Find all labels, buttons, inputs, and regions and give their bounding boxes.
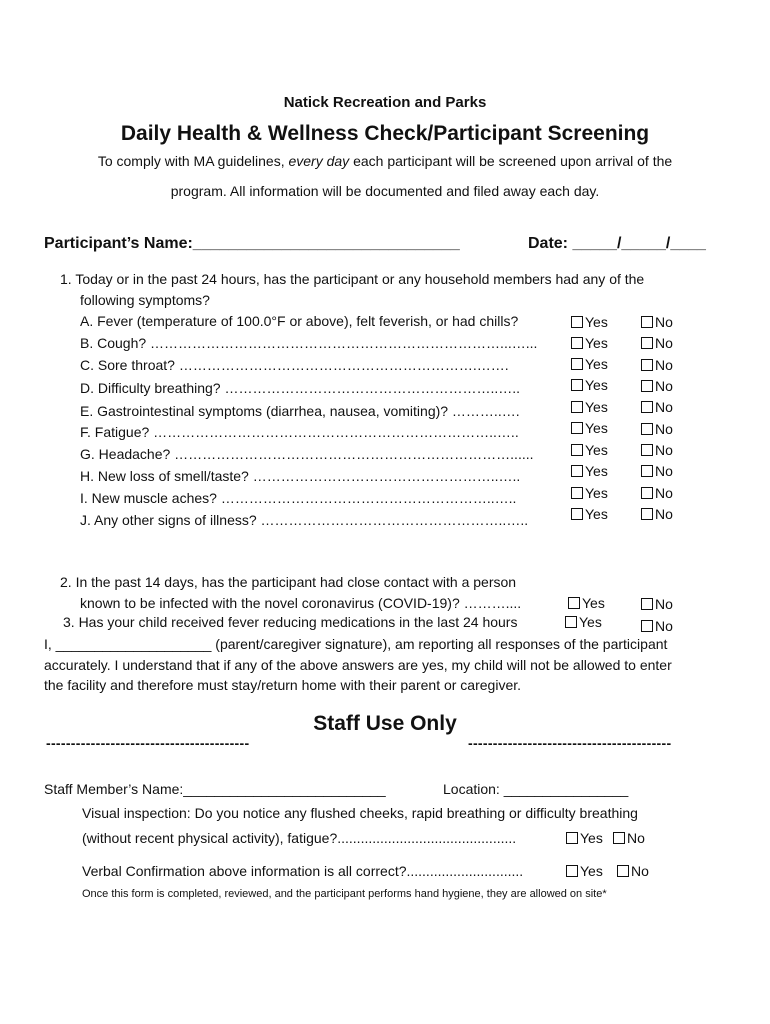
checkbox-icon[interactable]	[568, 597, 580, 609]
checkbox-icon[interactable]	[641, 380, 653, 392]
yes-option[interactable]	[568, 595, 605, 611]
staff-use-heading: Staff Use Only	[313, 712, 457, 735]
yes-option[interactable]	[571, 463, 608, 479]
checkbox-icon[interactable]	[571, 465, 583, 477]
checkbox-icon[interactable]	[571, 316, 583, 328]
visual-inspection-text: Visual inspection: Do you notice any flushed cheeks, rapid breathing or difficulty breathing	[82, 805, 638, 821]
participant-name-field[interactable]: Participant’s Name:______________________________	[44, 235, 460, 252]
yes-option[interactable]	[566, 863, 603, 879]
symptom-headache: G. Headache? ………………………………………………………………......	[80, 446, 534, 462]
checkbox-icon[interactable]	[641, 487, 653, 499]
organization-name: Natick Recreation and Parks	[283, 94, 487, 111]
no-label: No	[627, 830, 645, 846]
footer-note: Once this form is completed, reviewed, and the participant performs hand hygiene, they are allowed on site*	[82, 888, 607, 900]
no-option[interactable]	[641, 335, 673, 351]
symptom-difficulty-breathing: D. Difficulty breathing? …………………………………………………..…..	[80, 380, 521, 396]
no-option[interactable]	[641, 357, 673, 373]
checkbox-icon[interactable]	[641, 620, 653, 632]
yes-option[interactable]	[571, 335, 608, 351]
checkbox-icon[interactable]	[641, 598, 653, 610]
checkbox-icon[interactable]	[641, 401, 653, 413]
no-label: No	[655, 442, 673, 458]
question-2-subtext: known to be infected with the novel coronavirus (COVID-19)? ………....	[80, 595, 522, 611]
no-option[interactable]	[641, 485, 673, 501]
checkbox-icon[interactable]	[571, 422, 583, 434]
verbal-confirmation-text: Verbal Confirmation above information is all correct?..............................	[82, 863, 524, 879]
signature-statement[interactable]: I, ____________________ (parent/caregiver signature), am reporting all responses of the participant	[44, 636, 668, 652]
question-1-subtext: following symptoms?	[80, 292, 210, 308]
no-label: No	[631, 863, 649, 879]
yes-option[interactable]	[565, 614, 602, 630]
checkbox-icon[interactable]	[641, 359, 653, 371]
yes-label: Yes	[582, 595, 605, 611]
no-option[interactable]	[641, 442, 673, 458]
yes-option[interactable]	[571, 399, 608, 415]
checkbox-icon[interactable]	[571, 401, 583, 413]
checkbox-icon[interactable]	[566, 865, 578, 877]
checkbox-icon[interactable]	[566, 832, 578, 844]
checkbox-icon[interactable]	[571, 379, 583, 391]
no-option[interactable]	[641, 618, 673, 634]
divider-left: -----------------------------------------	[46, 735, 250, 751]
form-title: Daily Health & Wellness Check/Participant Screening	[120, 122, 650, 145]
yes-label: Yes	[585, 335, 608, 351]
checkbox-icon[interactable]	[641, 337, 653, 349]
yes-option[interactable]	[571, 506, 608, 522]
date-field[interactable]: Date: _____/_____/____	[528, 235, 706, 252]
yes-label: Yes	[579, 614, 602, 630]
question-3-text: 3. Has your child received fever reducing medications in the last 24 hours	[63, 614, 518, 630]
symptom-sore-throat: C. Sore throat? ……………………………………………………….…….	[80, 357, 509, 373]
no-label: No	[655, 596, 673, 612]
checkbox-icon[interactable]	[571, 508, 583, 520]
symptom-fever: A. Fever (temperature of 100.0°F or above), felt feverish, or had chills?	[80, 313, 519, 329]
yes-label: Yes	[585, 314, 608, 330]
yes-label: Yes	[585, 399, 608, 415]
no-label: No	[655, 314, 673, 330]
yes-label: Yes	[585, 463, 608, 479]
checkbox-icon[interactable]	[571, 487, 583, 499]
no-label: No	[655, 357, 673, 373]
yes-option[interactable]	[571, 377, 608, 393]
divider-right: -----------------------------------------	[468, 735, 672, 751]
yes-option[interactable]	[571, 420, 608, 436]
checkbox-icon[interactable]	[571, 444, 583, 456]
yes-label: Yes	[585, 377, 608, 393]
no-option[interactable]	[641, 596, 673, 612]
visual-inspection-subtext: (without recent physical activity), fatigue?..............................................	[82, 830, 517, 846]
yes-option[interactable]	[571, 485, 608, 501]
no-label: No	[655, 618, 673, 634]
yes-label: Yes	[585, 506, 608, 522]
yes-label: Yes	[585, 420, 608, 436]
yes-option[interactable]	[566, 830, 603, 846]
no-label: No	[655, 335, 673, 351]
checkbox-icon[interactable]	[571, 337, 583, 349]
no-option[interactable]	[641, 378, 673, 394]
no-option[interactable]	[641, 463, 673, 479]
checkbox-icon[interactable]	[617, 865, 629, 877]
symptom-loss-of-smell: H. New loss of smell/taste? ……………………………………………..…..	[80, 468, 521, 484]
checkbox-icon[interactable]	[641, 508, 653, 520]
checkbox-icon[interactable]	[641, 423, 653, 435]
location-field[interactable]: Location: ________________	[443, 781, 629, 797]
no-option[interactable]	[617, 863, 649, 879]
checkbox-icon[interactable]	[641, 465, 653, 477]
question-2-text: 2. In the past 14 days, has the participant had close contact with a person	[60, 574, 517, 590]
acknowledgement-line-2: accurately. I understand that if any of the above answers are yes, my child will not be allowed to enter	[44, 657, 672, 673]
staff-member-name-field[interactable]: Staff Member’s Name:__________________________	[44, 781, 386, 797]
checkbox-icon[interactable]	[565, 616, 577, 628]
checkbox-icon[interactable]	[571, 358, 583, 370]
checkbox-icon[interactable]	[641, 444, 653, 456]
symptom-muscle-aches: I. New muscle aches? …………………………………………………..…..	[80, 490, 517, 506]
yes-option[interactable]	[571, 356, 608, 372]
symptom-cough: B. Cough? …………………………………………………………………...…...	[80, 335, 538, 351]
yes-label: Yes	[580, 863, 603, 879]
intro-text-post: each participant will be screened upon arrival of the	[349, 153, 673, 169]
intro-text-pre: To comply with MA guidelines,	[97, 153, 289, 169]
symptom-gastrointestinal: E. Gastrointestinal symptoms (diarrhea, nausea, vomiting)? ………..….	[80, 403, 520, 419]
question-1-text: 1. Today or in the past 24 hours, has the participant or any household members had any of the	[60, 271, 645, 287]
no-label: No	[655, 506, 673, 522]
no-label: No	[655, 421, 673, 437]
intro-emphasis: every day	[288, 153, 350, 169]
intro-line-1	[0, 153, 770, 169]
no-option[interactable]	[641, 399, 673, 415]
yes-option[interactable]	[571, 314, 608, 330]
no-option[interactable]	[641, 421, 673, 437]
yes-label: Yes	[585, 442, 608, 458]
no-option[interactable]	[613, 830, 645, 846]
no-option[interactable]	[641, 314, 673, 330]
yes-label: Yes	[585, 485, 608, 501]
yes-label: Yes	[585, 356, 608, 372]
no-label: No	[655, 378, 673, 394]
checkbox-icon[interactable]	[613, 832, 625, 844]
symptom-fatigue: F. Fatigue? ………………………………………………………………..…..	[80, 424, 519, 440]
yes-option[interactable]	[571, 442, 608, 458]
no-label: No	[655, 485, 673, 501]
symptom-other: J. Any other signs of illness? ……………………………………………..…..	[80, 512, 529, 528]
intro-line-2: program. All information will be documented and filed away each day.	[170, 183, 600, 199]
checkbox-icon[interactable]	[641, 316, 653, 328]
no-label: No	[655, 463, 673, 479]
no-option[interactable]	[641, 506, 673, 522]
acknowledgement-line-3: the facility and therefore must stay/return home with their parent or caregiver.	[44, 677, 522, 693]
no-label: No	[655, 399, 673, 415]
yes-label: Yes	[580, 830, 603, 846]
